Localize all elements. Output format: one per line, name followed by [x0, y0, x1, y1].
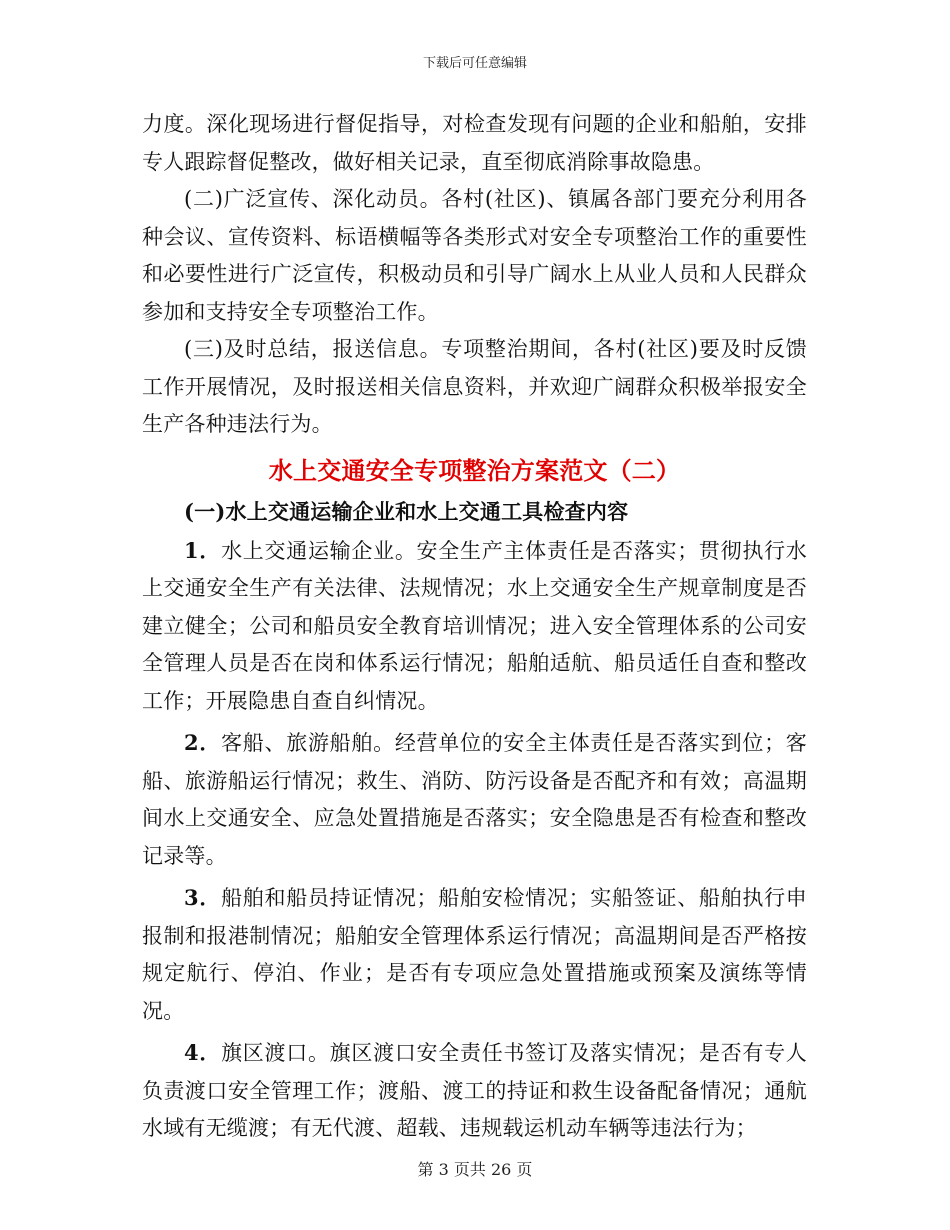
list-item — [142, 879, 807, 1030]
paragraph: (三)及时总结，报送信息。专项整治期间，各村(社区)要及时反馈工作开展情况，及时报送相关信息资料，并欢迎广阔群众积极举报安全生产各种违法行为。 — [142, 337, 807, 436]
item-text: 旗区渡口。旗区渡口安全责任书签订及落实情况；是否有专人负责渡口安全管理工作；渡船、渡工的持证和救生设备配备情况；通航水域有无缆渡；有无代渡、超载、违规载运机动车辆等违法行为； — [142, 1041, 807, 1140]
subsection-title: (一)水上交通运输企业和水上交通工具检查内容 — [184, 498, 629, 524]
item-text: 水上交通运输企业。安全生产主体责任是否落实；贯彻执行水上交通安全生产有关法律、法规情况；水上交通安全生产规章制度是否建立健全；公司和船员安全教育培训情况；进入安全管理体系的公司安全管理人员是否在岗和体系运行情况；船舶适航、船员适任自查和整改工作；开展隐患自查自纠情况。 — [142, 538, 807, 713]
list-item — [142, 724, 807, 875]
item-text: 船舶和船员持证情况；船舶安检情况；实船签证、船舶执行申报制和报港制情况；船舶安全管理体系运行情况；高温期间是否严格按规定航行、停泊、作业；是否有专项应急处置措施或预案及演练等情况。 — [142, 886, 807, 1023]
list-item — [142, 1034, 807, 1148]
document-body — [142, 106, 807, 1148]
page-header: 下载后可任意编辑 — [422, 56, 527, 71]
item-text: 客船、旅游船舶。经营单位的安全主体责任是否落实到位；客船、旅游船运行情况；救生、消防、防污设备是否配齐和有效；高温期间水上交通安全、应急处置措施是否落实；安全隐患是否有检查和整改记录等。 — [142, 731, 807, 868]
paragraph: 力度。深化现场进行督促指导，对检查发现有问题的企业和船舶，安排专人跟踪督促整改，做好相关记录，直至彻底消除事故隐患。 — [142, 112, 807, 174]
item-number: 4． — [184, 1040, 222, 1065]
page-footer: 第 3 页共 26 页 — [417, 1160, 533, 1179]
paragraph: (二)广泛宣传、深化动员。各村(社区)、镇属各部门要充分利用各种会议、宣传资料、标语横幅等各类形式对安全专项整治工作的重要性和必要性进行广泛宣传，积极动员和引导广阔水上从业人员和人民群众参加和支持安全专项整治工作。 — [142, 187, 807, 324]
item-number: 3． — [184, 885, 222, 910]
item-number: 1． — [184, 537, 222, 563]
list-item — [142, 532, 807, 721]
section-title: 水上交通安全专项整治方案范文（二） — [268, 455, 681, 485]
item-number: 2． — [184, 730, 222, 755]
